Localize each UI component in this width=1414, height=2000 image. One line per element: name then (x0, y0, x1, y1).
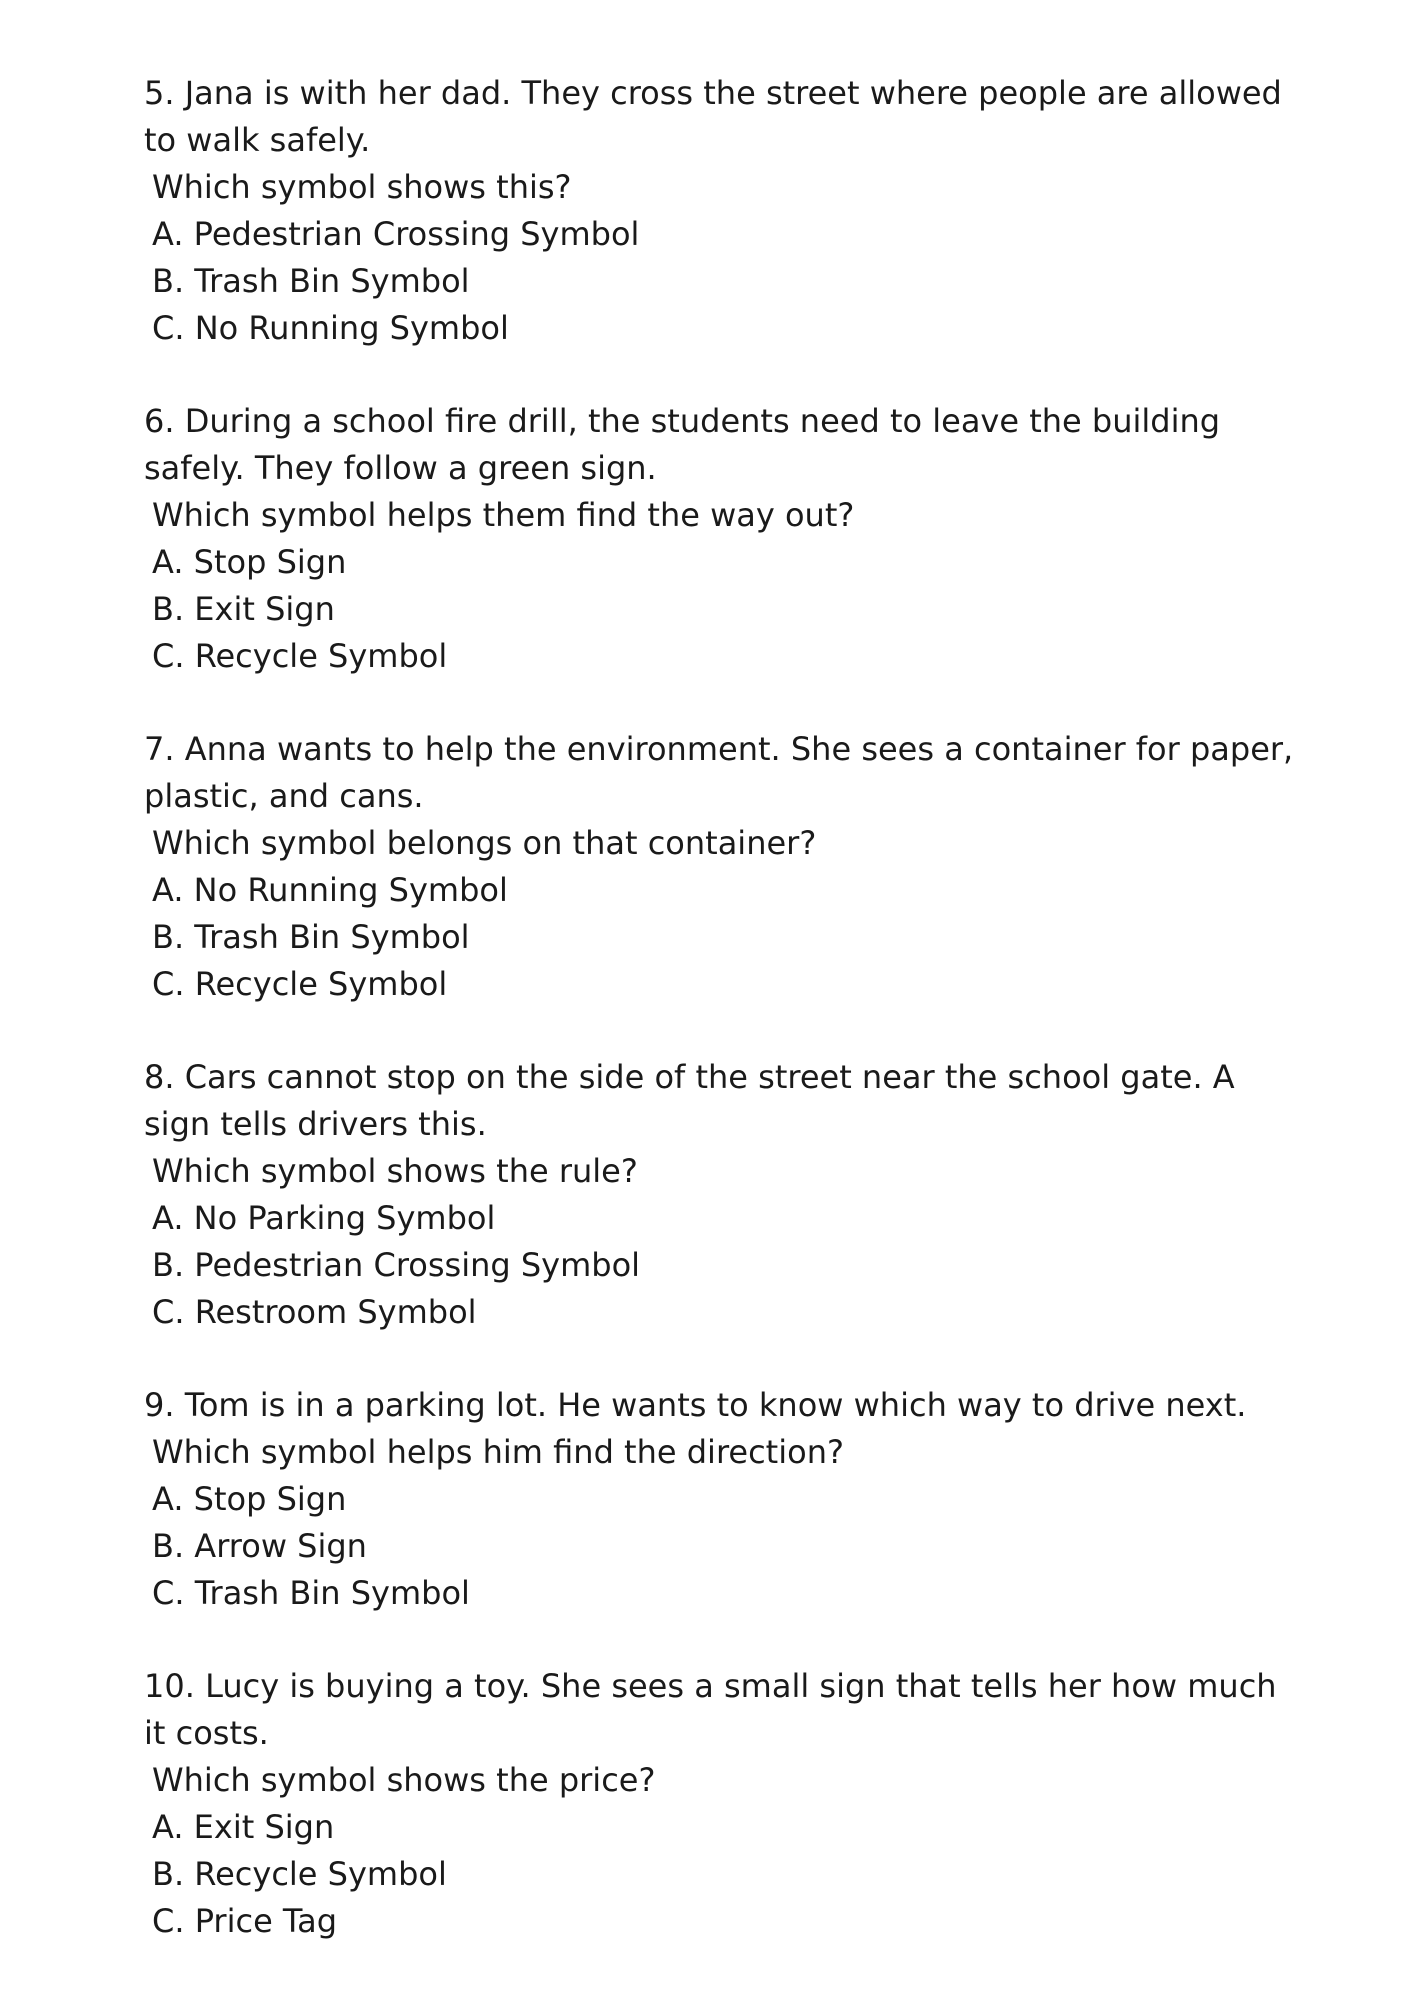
question-stem: 8. Cars cannot stop on the side of the street near the school gate. A sign tells drivers this. (144, 1058, 1235, 1143)
option-c: C. Trash Bin Symbol (152, 1574, 470, 1612)
question-prompt: Which symbol belongs on that container? (152, 824, 817, 862)
question-stem: 5. Jana is with her dad. They cross the street where people are allowed to walk safely. (144, 74, 1282, 159)
worksheet-page (144, 70, 1294, 1991)
answer-options (144, 539, 1294, 680)
question-stem: 6. During a school fire drill, the students need to leave the building safely. They follow a green sign. (144, 402, 1221, 487)
option-c: C. Recycle Symbol (152, 637, 448, 675)
option-c: C. Price Tag (152, 1902, 338, 1940)
option-a: A. Exit Sign (152, 1808, 335, 1846)
question-prompt: Which symbol shows the rule? (152, 1152, 638, 1190)
question-10 (144, 1663, 1294, 1945)
option-b: B. Recycle Symbol (152, 1855, 447, 1893)
question-stem: 7. Anna wants to help the environment. She sees a container for paper, plastic, and cans. (144, 730, 1294, 815)
option-b: B. Exit Sign (152, 590, 335, 628)
question-stem: 10. Lucy is buying a toy. She sees a small sign that tells her how much it costs. (144, 1667, 1277, 1752)
option-a: A. No Parking Symbol (152, 1199, 496, 1237)
question-prompt: Which symbol helps him find the direction? (152, 1433, 844, 1471)
option-b: B. Pedestrian Crossing Symbol (152, 1246, 641, 1284)
question-8 (144, 1054, 1294, 1336)
question-prompt: Which symbol shows this? (152, 168, 572, 206)
question-stem: 9. Tom is in a parking lot. He wants to know which way to drive next. (144, 1386, 1247, 1424)
answer-options (144, 1804, 1294, 1945)
question-prompt: Which symbol shows the price? (152, 1761, 656, 1799)
option-a: A. No Running Symbol (152, 871, 508, 909)
option-a: A. Pedestrian Crossing Symbol (152, 215, 640, 253)
question-prompt: Which symbol helps them find the way out? (152, 496, 855, 534)
question-5 (144, 70, 1294, 352)
option-c: C. Restroom Symbol (152, 1293, 477, 1331)
option-b: B. Trash Bin Symbol (152, 918, 470, 956)
option-b: B. Trash Bin Symbol (152, 262, 470, 300)
answer-options (144, 1476, 1294, 1617)
answer-options (144, 211, 1294, 352)
answer-options (144, 1195, 1294, 1336)
question-7 (144, 726, 1294, 1008)
option-a: A. Stop Sign (152, 543, 347, 581)
option-c: C. Recycle Symbol (152, 965, 448, 1003)
option-c: C. No Running Symbol (152, 309, 509, 347)
question-9 (144, 1382, 1294, 1617)
option-b: B. Arrow Sign (152, 1527, 367, 1565)
answer-options (144, 867, 1294, 1008)
option-a: A. Stop Sign (152, 1480, 347, 1518)
question-6 (144, 398, 1294, 680)
